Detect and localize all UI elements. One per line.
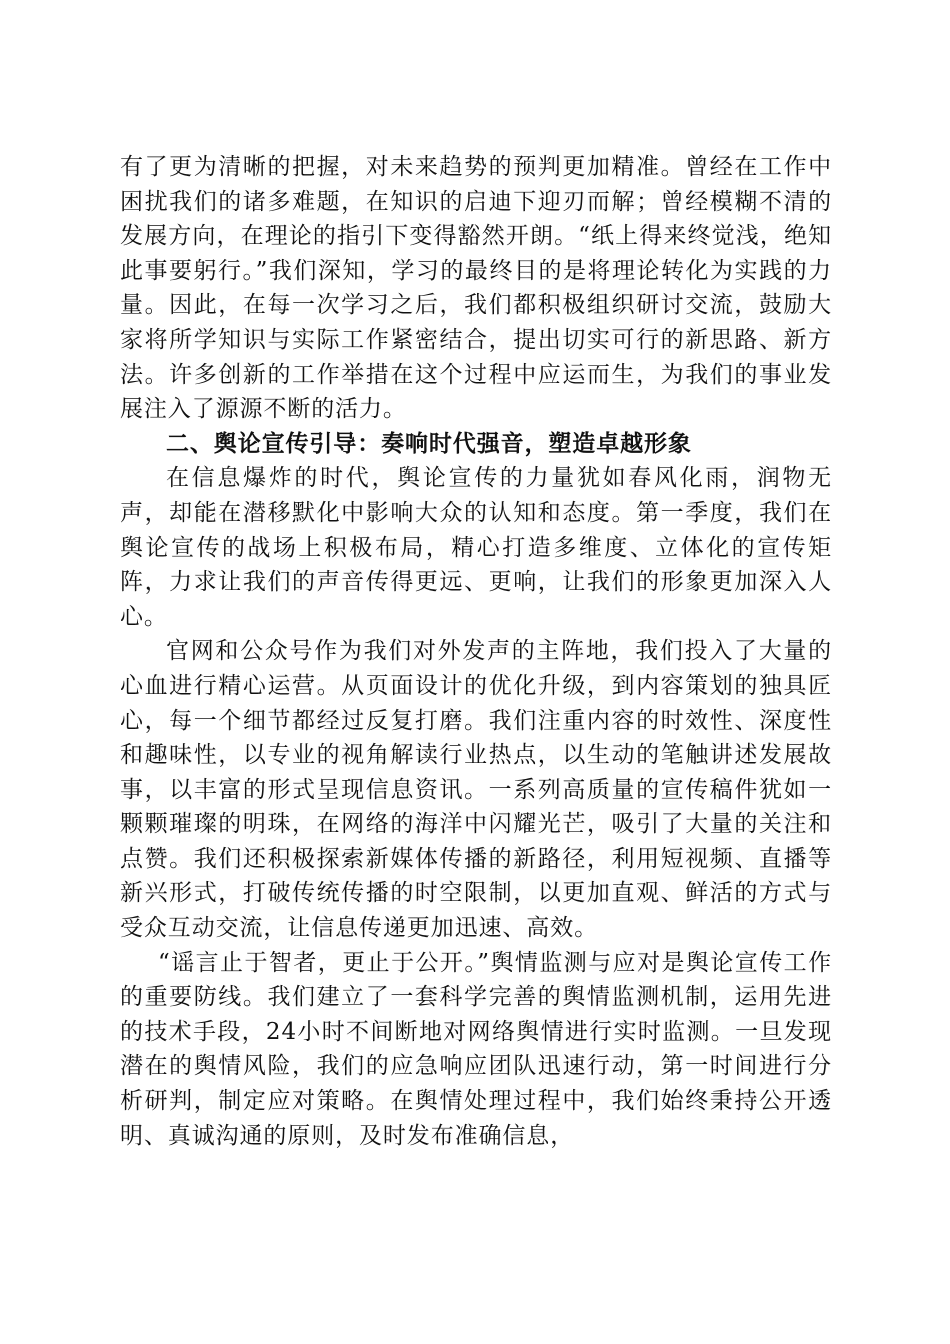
body-paragraph: 官网和公众号作为我们对外发声的主阵地，我们投入了大量的心血进行精心运营。从页面设计的优化升级，到内容策划的独具匠心，每一个细节都经过反复打磨。我们注重内容的时效性、深度性和趣味性，以专业的视角解读行业热点，以生动的笔触讲述发展故事，以丰富的形式呈现信息资讯。一系列高质量的宣传稿件犹如一颗颗璀璨的明珠，在网络的海洋中闪耀光芒，吸引了大量的关注和点赞。我们还积极探索新媒体传播的新路径，利用短视频、直播等新兴形式，打破传统传播的时空限制，以更加直观、鲜活的方式与受众互动交流，让信息传递更加迅速、高效。: [120, 638, 832, 942]
body-paragraph: “谣言止于智者，更止于公开。”舆情监测与应对是舆论宣传工作的重要防线。我们建立了一套科学完善的舆情监测机制，运用先进的技术手段，24小时不间断地对网络舆情进行实时监测。一旦发现潜在的舆情风险，我们的应急响应团队迅速行动，第一时间进行分析研判，制定应对策略。在舆情处理过程中，我们始终秉持公开透明、真诚沟通的原则，及时发布准确信息，: [120, 949, 832, 1149]
section-heading: 二、舆论宣传引导：奏响时代强音，塑造卓越形象: [166, 430, 692, 457]
body-paragraph: 在信息爆炸的时代，舆论宣传的力量犹如春风化雨，润物无声，却能在潜移默化中影响大众的认知和态度。第一季度，我们在舆论宣传的战场上积极布局，精心打造多维度、立体化的宣传矩阵，力求让我们的声音传得更远、更响，让我们的形象更加深入人心。: [120, 465, 832, 630]
document-body: [120, 150, 832, 1153]
body-paragraph: 有了更为清晰的把握，对未来趋势的预判更加精准。曾经在工作中困扰我们的诸多难题，在知识的启迪下迎刃而解；曾经模糊不清的发展方向，在理论的指引下变得豁然开朗。“纸上得来终觉浅，绝知此事要躬行。”我们深知，学习的最终目的是将理论转化为实践的力量。因此，在每一次学习之后，我们都积极组织研讨交流，鼓励大家将所学知识与实际工作紧密结合，提出切实可行的新思路、新方法。许多创新的工作举措在这个过程中应运而生，为我们的事业发展注入了源源不断的活力。: [120, 154, 832, 423]
